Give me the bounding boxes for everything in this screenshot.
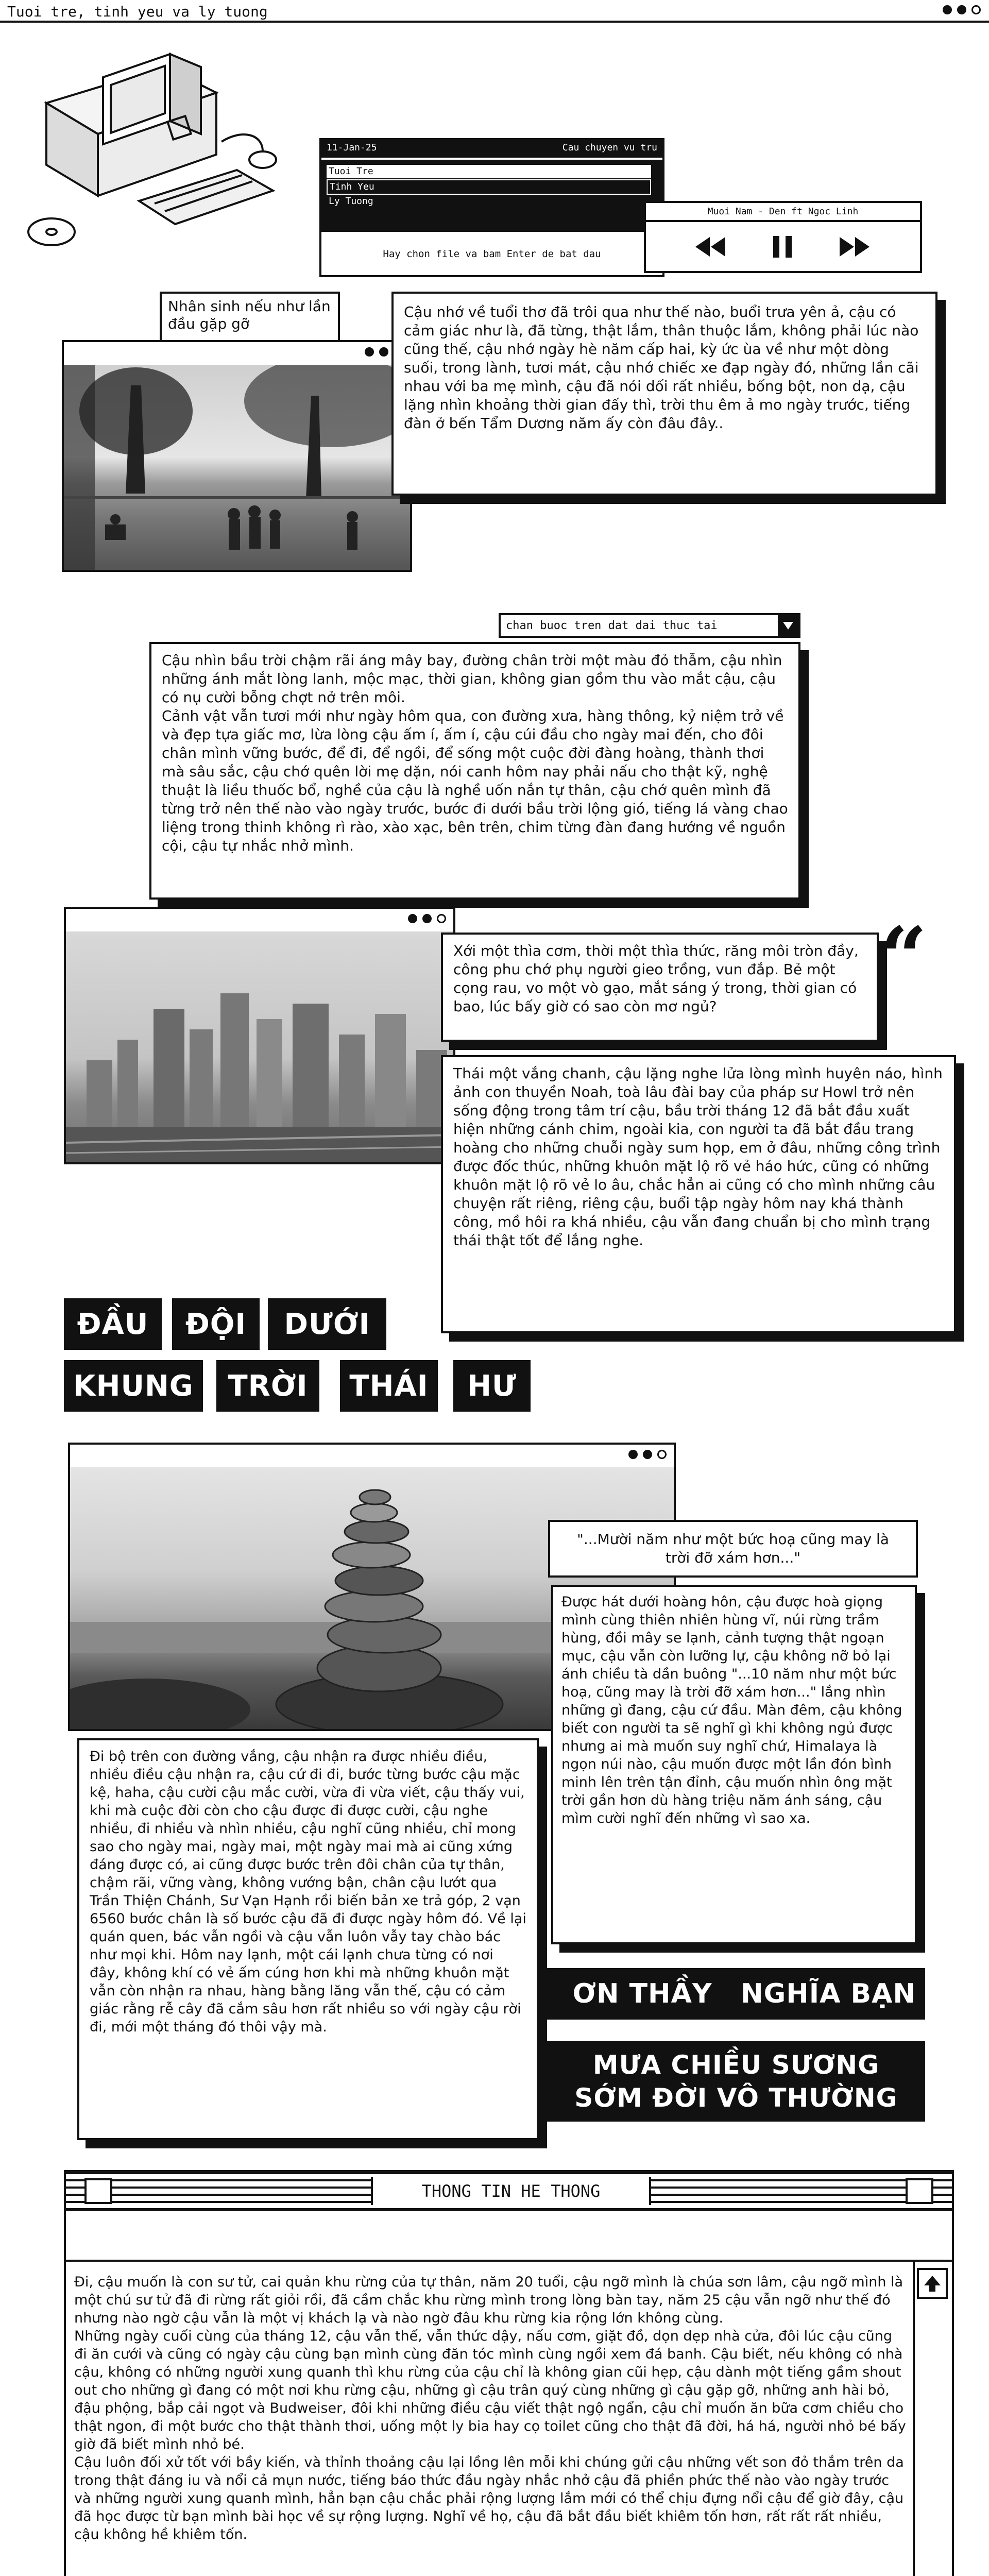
section4-quote-box [548, 1520, 918, 1578]
headline-word: ĐẦU [64, 1298, 162, 1350]
photo-titlebar [70, 1445, 674, 1469]
control-dot[interactable] [943, 5, 952, 14]
section4-left-text-box [77, 1738, 539, 2140]
section4-quote: "...Mười năm như một bức hoạ cũng may là trời đỡ xám hơn..." [577, 1531, 889, 1566]
chevron-down-icon[interactable] [778, 615, 798, 636]
system-titlebar [66, 2172, 952, 2211]
system-divider [66, 2260, 952, 2262]
terminal-hint: Hay chon file va bam Enter de bat dau [383, 248, 601, 260]
section4-right-text-box [551, 1585, 917, 1944]
terminal-label: Cau chuyen vu tru [562, 142, 657, 153]
control-dot[interactable] [365, 347, 374, 357]
file-selector-window[interactable] [319, 138, 664, 277]
photo-titlebar [66, 909, 453, 934]
system-maximize-button[interactable] [906, 2178, 933, 2204]
file-item[interactable]: Tinh Yeu [327, 179, 651, 195]
section3-quote-box [441, 933, 879, 1042]
scrollbar[interactable] [913, 2262, 952, 2576]
park-photo [64, 365, 410, 570]
retro-computer-illustration [15, 46, 304, 268]
control-dot[interactable] [379, 347, 388, 357]
terminal-date: 11-Jan-25 [327, 142, 377, 153]
scroll-up-button[interactable] [917, 2268, 948, 2299]
city-skyline-photo [66, 931, 453, 1162]
control-dot[interactable] [408, 914, 417, 923]
headline-tag: ƠN THẦY [547, 1968, 738, 2020]
section1-text: Cậu nhớ về tuổi thơ đã trôi qua như thế nào, buổi trưa yên ả, cậu có cảm giác như là, đã từng, thật lắm, thân thuộc lắm, không phải lúc nào cũng thế, cậu nhớ ngày hè năm cấp hai, kỳ ức ùa về như một dòng suối, trong lành, tươi mát, cậu nhớ chiếc xe đạp ngày đó, những lần cãi nhau với ba mẹ mình, cậu đã nói dối rất nhiều, bống bột, non dạ, cậu lặng nhìn khoảng thời gian đấy thì, trời thu êm ả mo ngày trước, tiếng đàn ở bến Tẩm Dương năm ấy còn đâu đây.. [404, 303, 919, 432]
control-dot[interactable] [971, 5, 981, 14]
headline-word: KHUNG [64, 1360, 203, 1412]
terminal-screen [321, 140, 662, 232]
headline-tag: MƯA CHIỀU SƯƠNG SỚM ĐỜI VÔ THƯỜNG [547, 2041, 925, 2122]
control-dot[interactable] [657, 1450, 667, 1459]
page-header [0, 0, 989, 23]
section1-caption: Nhân sinh nếu như lần đầu gặp gỡ [168, 298, 331, 332]
section4-left-text: Đi bộ trên con đường vắng, cậu nhận ra được nhiều điều, nhiều điều cậu nhận ra, cậu cứ đi đi, bước từng bước cậu mặc kệ, haha, cậu cười cậu mắc cười, vừa đi vừa viết, cậu thấy vui, khi mà cuộc đời còn cho cậu được đi được cười, cậu nghe nhiều, đi nhiều và nhìn nhiều, cậu nghĩ cũng nhiều, chỉ mong sao cho ngày mai, ngày mai, một ngày mai mà ai cũng xứng đáng được có, ai cũng được bước trên đôi chân của tự thân, chậm rãi, vững vàng, không vướng bận, chân cậu lướt qua Trần Thiện Chánh, Sư Vạn Hạnh rồi biến bản xe trả góp, 2 vạn 6560 bước chân là số bước cậu đã đi được ngày hôm đó. Về lại quán quen, bác vẫn ngồi và cậu vẫn luôn vẫy tay chào bác như mọi khi. Hôm nay lạnh, một cái lạnh chưa từng có nơi đây, không khí có vẻ ấm cúng hơn khi mà những khuôn mặt vẫn còn nhận ra nhau, hàng bằng lăng vẫn thế, cậu có cảm giác rằng rễ cây đã cắm sâu hơn rất nhiều so với ngày cậu rời đi, mới một tháng đó thôi vậy mà. [90, 1749, 526, 2035]
control-dot[interactable] [628, 1450, 638, 1459]
prev-icon[interactable] [692, 234, 728, 260]
photo-window-dots[interactable] [408, 914, 446, 923]
section3-quote: Xới một thìa cơm, thời một thìa thức, răng môi tròn đầy, công phu chớ phụ người gieo trồng, vun đắp. Bẻ một cọng rau, vo một vò gạo, mắt sáng ý trong, thời gian có bao, lúc bấy giờ có sao còn mơ ngủ? [453, 942, 859, 1015]
system-text: Đi, cậu muốn là con sư tử, cai quản khu rừng của tự thân, năm 20 tuổi, cậu ngỡ mình là chúa sơn lâm, cậu ngỡ mình là một chú sư tử đã đi rừng rất giỏi rồi, đã cầm chắc khu rừng mình trong lòng bàn tay, năm 25 cậu vẫn ngỡ như thế đó nhưng nào ngờ cậu vẫn là một vị khách lạ và nào ngờ đâu khu rừng kia rộng lớn không cùng. Những ngày cuối cùng của tháng 12, cậu vẫn thế, vẫn thức dậy, nấu cơm, giặt đồ, dọn dẹp nhà cửa, đôi lúc cậu cũng đi ăn cưới và cũng có ngày cậu cùng bạn mình cùng đăn tóc mình cùng ngồi xem đá banh. Cậu biết, nếu không có nhà cậu, không có những người xung quanh thì khu rừng của cậu chỉ là không gian cũi hẹp, cậu dành một tiếng gầm shout out cho những gì đang có một nơi khu rừng cậu, những gì cậu trân quý cùng những gì cậu gặp gỡ, những anh hài bỏ, đậu phộng, bắp cải ngọt và Budweiser, đôi khi những điều cậu viết thật ngộ ngẩn, cậu chỉ muốn ăn bữa cơm chiều cho thật ngon, đi một bước cho thật thành thơi, uống một ly bia hay cọ toilet cũng cho thật đã đời, há há, người nhỏ bé bấy giờ đã biết mình nhỏ bé. Cậu luôn đối xử tốt với bầy kiến, và thỉnh thoảng cậu lại lồng lên mỗi khi chúng gửi cậu những vết son đỏ thắm trên da trong thật đáng iu và nổi cả mụn nước, tiếng báo thức đầu ngày nhắc nhở cậu đã phiền phức thế nào vào ngày trước và những người xung quanh mình, hẳn bạn cậu chắc phải rộng lượng lắm mới có thể chịu đựng nổi cậu để giờ đây, cậu đã học được từ bạn mình bài học về sự rộng lượng. Nghĩ về họ, cậu đã bắt đầu biết khiêm tốn hơn, rất rất rất nhiều, cậu không hề khiêm tốn. [74, 2274, 906, 2543]
dropdown-value: chan buoc tren dat dai thuc tai [506, 619, 718, 632]
control-dot[interactable] [422, 914, 432, 923]
section1-text-box [391, 292, 937, 496]
control-dot[interactable] [643, 1450, 652, 1459]
caption-box [160, 292, 340, 347]
page-title: Tuoi tre, tinh yeu va ly tuong [7, 3, 268, 20]
park-photo-window [62, 340, 412, 572]
photo-window-dots[interactable] [628, 1450, 667, 1459]
section3-text: Thái một vắng chanh, cậu lặng nghe lửa lòng mình huyên náo, hình ảnh con thuyền Noah, toà lâu đài bay của pháp sư Howl trở nên sống động trong tâm trí cậu, bầu trời tháng 12 đã bắt đầu xuất hiện những cánh chim, ngoài kia, con người ta đã bắt đầu trang hoàng cho những chuỗi ngày sum họp, em ở đâu, những công trình được đốc thúc, những khuôn mặt lộ rõ vẻ háo hức, cũng có những khuôn mặt lộ rõ vẻ lo âu, chắc hẳn ai cũng có cho mình những câu chuyện rất riêng, riêng cậu, buổi tập ngày hôm nay khá thành công, mồ hôi ra khá nhiều, cậu vẫn đang chuẩn bị cho mình trạng thái thật tốt để lắng nghe. [453, 1065, 943, 1249]
system-title: THONG TIN HE THONG [371, 2177, 651, 2205]
quote-icon: “ [880, 909, 928, 1006]
track-title: Muoi Nam - Den ft Ngoc Linh [646, 206, 920, 222]
headline-word: DƯỚI [268, 1298, 386, 1350]
dropdown-select[interactable] [499, 613, 800, 638]
headline-tag: NGHĨA BẠN [731, 1968, 925, 2020]
photo-titlebar [64, 342, 410, 367]
headline-word: ĐỘI [172, 1298, 260, 1350]
pause-icon[interactable] [767, 234, 798, 260]
headline-word: THÁI [340, 1360, 438, 1412]
section3-text-box [441, 1055, 956, 1333]
file-list[interactable] [327, 165, 651, 208]
music-player-window[interactable] [644, 201, 922, 273]
section4-right-text: Được hát dưới hoàng hôn, cậu được hoà giọng mình cùng thiên nhiên hùng vĩ, núi rừng trầm hùng, đồi mây se lạnh, cảnh tượng thật ngoạn mục, cậu vẫn còn lưỡng lự, cậu không nỡ bỏ lại ánh chiều tà dần buông "...10 năm như một bức hoạ, cũng may là trời đỡ xám hơn..." lắng nhìn những gì đang, cậu cứ đầu. Màn đêm, cậu không biết con người ta sẽ nghĩ gì khi không ngủ được nhưng ai mà muốn suy nghĩ chứ, Himalaya là ngọn núi nào, cậu muốn được một lần đón bình minh lên trên tận đỉnh, cậu muốn nhìn ông mặt trời gần hơn dù hàng triệu năm ánh sáng, cậu mìm cười nghĩ đến những vì sao xa. [561, 1594, 902, 1826]
next-icon[interactable] [837, 234, 873, 260]
city-photo-window [64, 907, 455, 1164]
file-item-selected[interactable]: Tuoi Tre [327, 165, 651, 178]
system-info-window[interactable] [64, 2170, 954, 2576]
headline-word: HƯ [453, 1360, 531, 1412]
control-dot[interactable] [957, 5, 966, 14]
headline-word: TRỜI [216, 1360, 319, 1412]
section2-text-box [149, 642, 800, 900]
window-controls[interactable] [943, 5, 981, 14]
section2-text: Cậu nhìn bầu trời chậm rãi áng mây bay, đường chân trời một màu đỏ thẫm, cậu nhìn những ánh mắt lòng lanh, mộc mạc, thời gian, không gian gồm thu vào mắt cậu, cậu có nụ cười bỗng chợt nở trên môi. Cảnh vật vẫn tươi mới như ngày hôm qua, con đường xưa, hàng thông, kỷ niệm trở về và đẹp tựa giấc mơ, lừa lòng cậu ấm í, ấm í, cậu cúi đầu cho ngày mai đến, cho đôi chân mình vững bước, để đi, để ngồi, để sống một cuộc đời đàng hoàng, thành thơi mà sâu sắc, cậu chớ quên lời mẹ dặn, nói canh hôm nay phải nấu cho thật kỹ, nghệ thuật là liều thuốc bổ, nghề của cậu là nghề uốn nắn tự thân, cậu chớ quên mình đã từng trở nên thế nào vào ngày trước, bước đi dưới bầu trời lộng gió, tiếng lá vàng chao liệng trong thinh không rì rào, xào xạc, bên trên, chim từng đàn đang hướng về nguồn cội, cậu tự nhắc nhở mình. [162, 652, 788, 854]
terminal-separator [321, 158, 662, 160]
system-close-button[interactable] [84, 2178, 112, 2204]
file-item[interactable]: Ly Tuong [329, 196, 373, 207]
control-dot[interactable] [437, 914, 446, 923]
